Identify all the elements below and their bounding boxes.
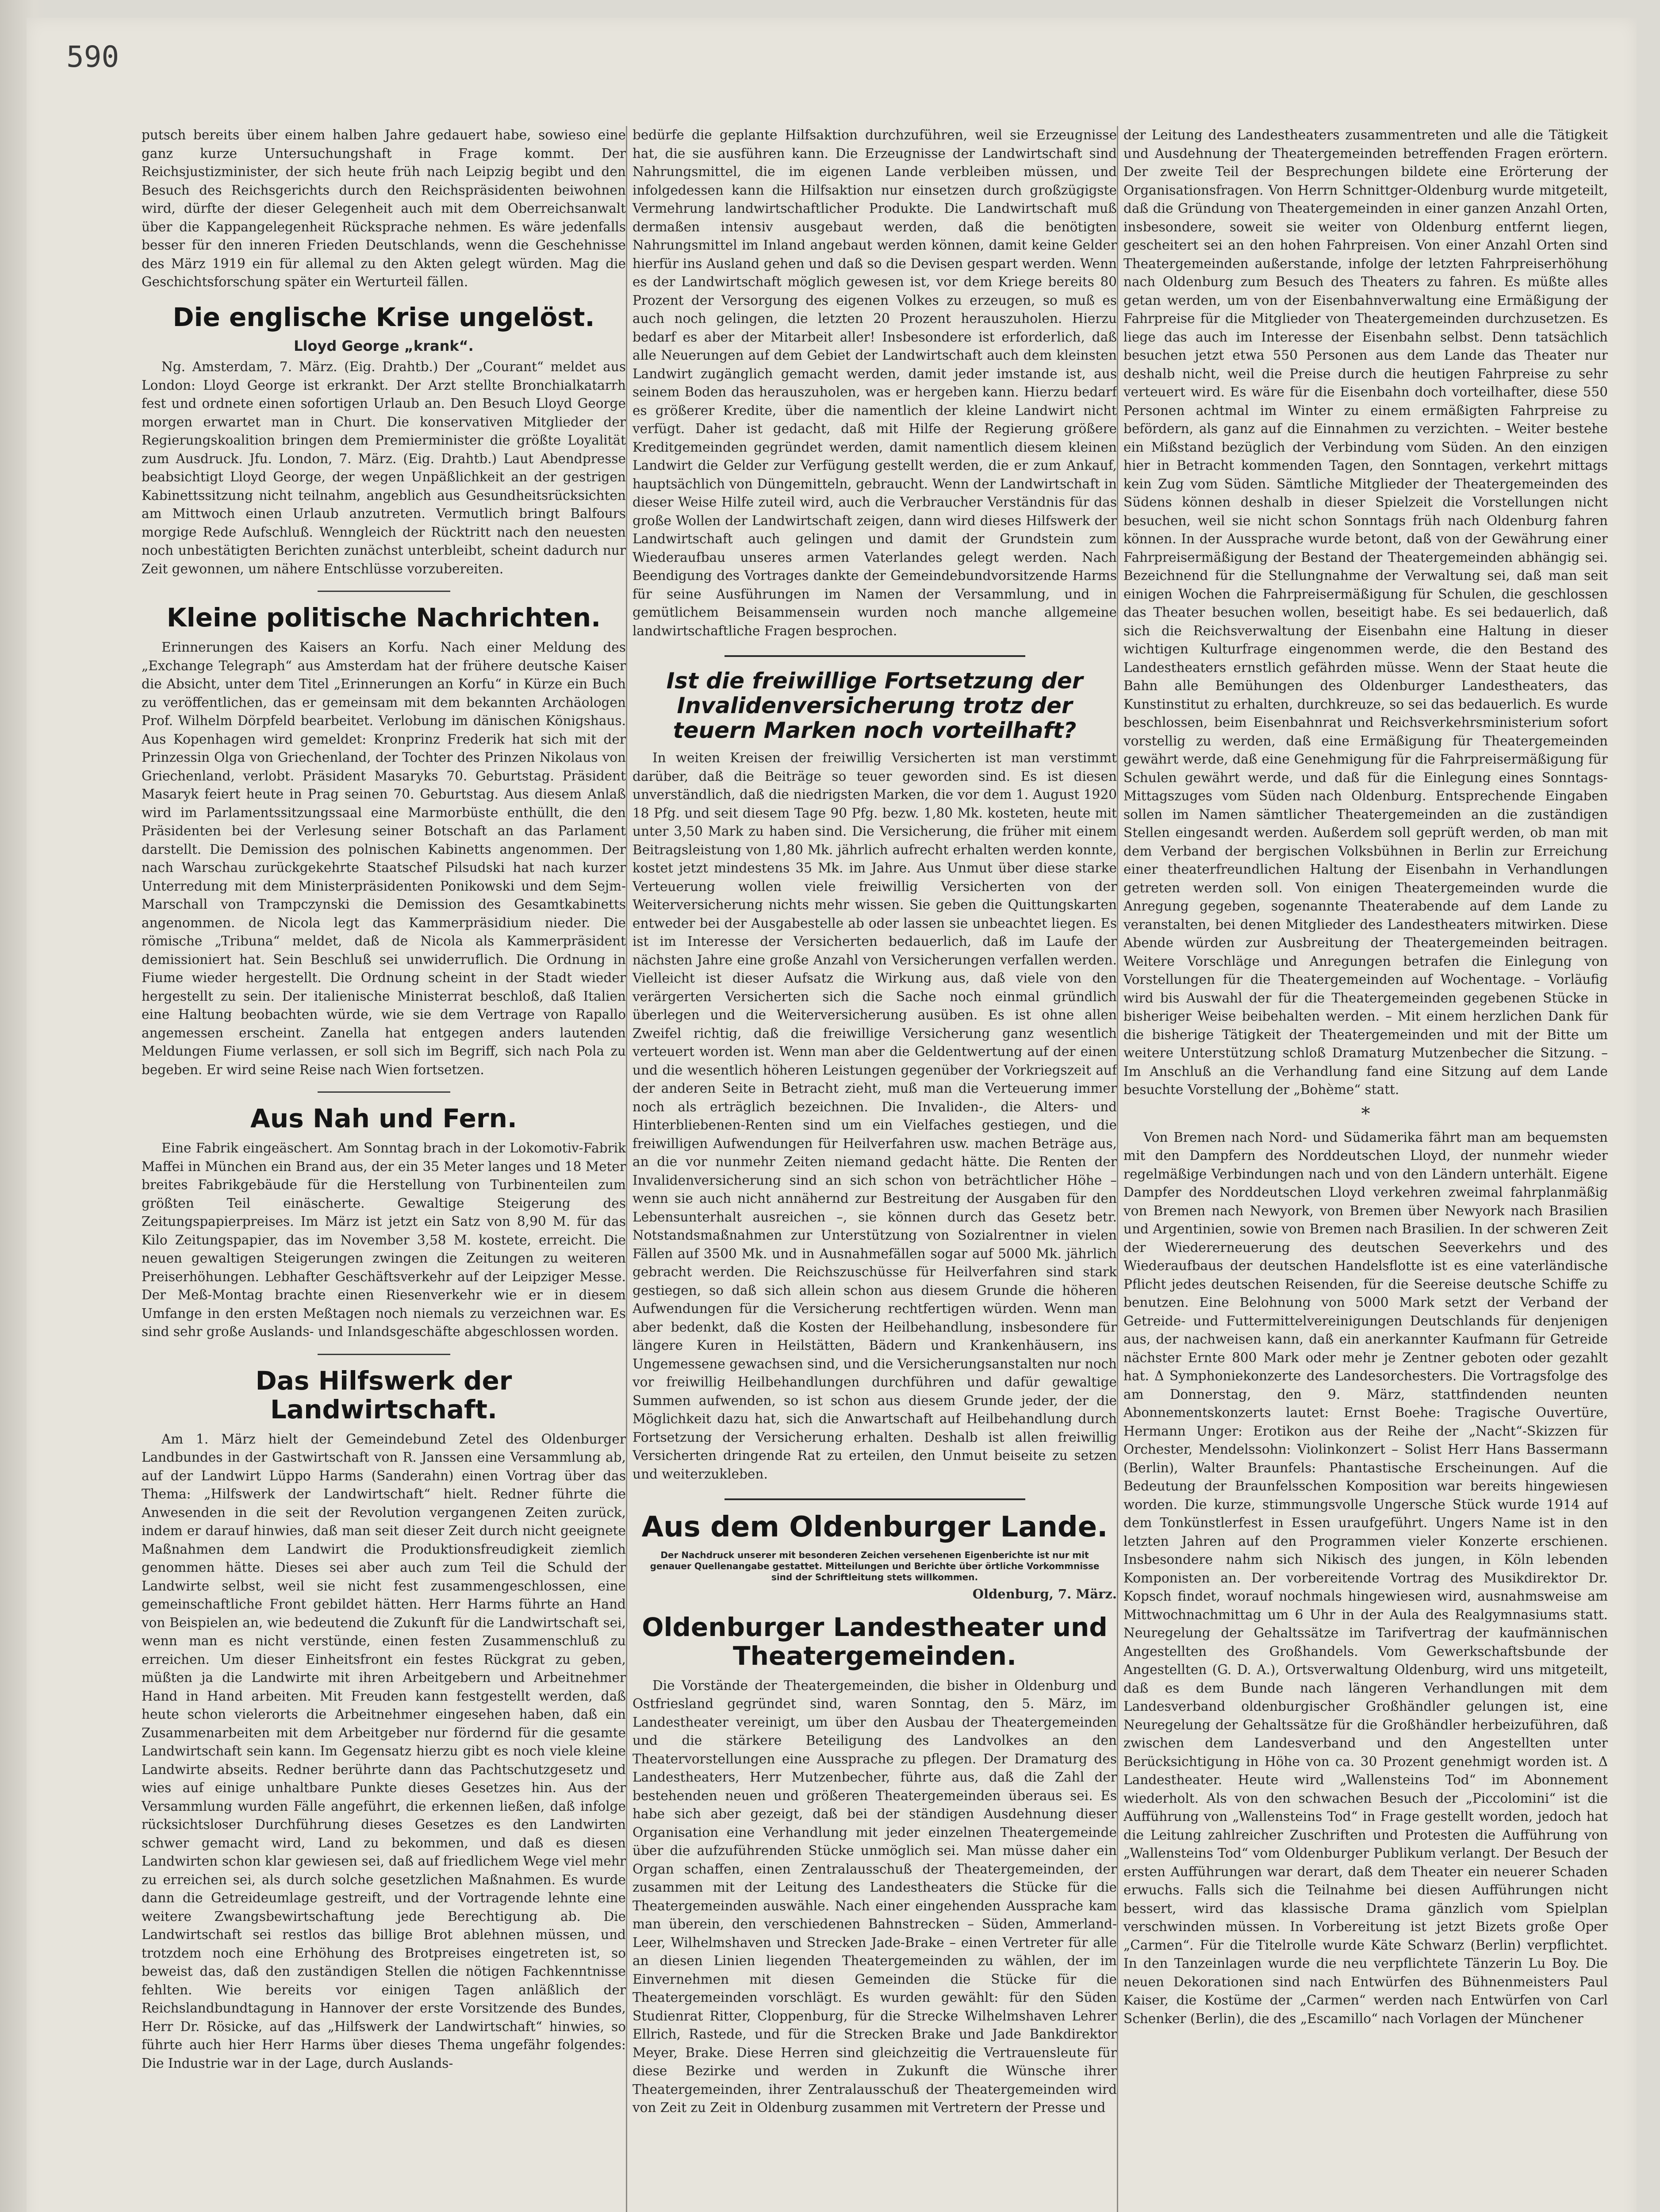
article-political-news <box>142 603 626 1079</box>
article-body: In weiten Kreisen der freiwillig Versicherten ist man verstimmt darüber, daß die Beiträge so teuer geworden sind. Es ist diesen unverständlich, daß die niedrigsten Marken, die vor dem 1. August 1920 18 Pfg. und seit diesem Tage 90 Pfg. bezw. 1,80 Mk. kosteten, heute mit unter 3,50 Mark zu haben sind. Die Versicherung, die früher mit einem Beitragsleistung von 1,80 Mk. jährlich aufrecht erhalten werden konnte, kostet jetzt mindestens 35 Mk. im Jahre. Aus Unmut über diese starke Verteuerung wollen viele freiwillig Versicherten von der Weiterversicherung nichts mehr wissen. Sie geben die Quittungskarten entweder bei der Ausgabestelle ab oder lassen sie unbeachtet liegen. Es ist im Interesse der Versicherten bedauerlich, daß im Laufe der nächsten Jahre eine große Anzahl von Versicherungen verfallen werden. Vielleicht ist dieser Aufsatz die Wirkung aus, daß viele von den verärgerten Versicherten sich die Sache noch einmal gründlich überlegen und die Weiterversicherung ausüben. Es ist ohne allen Zweifel richtig, daß die freiwillige Versicherung ganz wesentlich verteuert worden ist. Wenn man aber die Geldentwertung auf der einen und die wesentlich höheren Leistungen gegenüber der Vorkriegszeit auf der anderen Seite in Betracht zieht, muß man die Verteuerung immer noch als erträglich bezeichnen. Die Invaliden-, die Alters- und Hinterbliebenen-Renten sind um ein Vielfaches gestiegen, und die freiwilligen Aufwendungen für Heilverfahren usw. machen Beträge aus, an die vor nunmehr Zeiten niemand gedacht hätte. Die Renten der Invalidenversicherung sind an sich schon von beträchtlicher Höhe – wenn sie auch nicht annähernd zur Bestreitung der Ausgaben für den Lebensunterhalt ausreichen –, sie können durch das Gesetz betr. Notstandsmaßnahmen zur Unterstützung von Sozialrentner in vielen Fällen auf 3500 Mk. und in Ausnahmefällen sogar auf 5000 Mk. jährlich gebracht werden. Die Reichszuschüsse für Heilverfahren sind stark gestiegen, so daß sich allein schon aus diesem Grunde die höheren Aufwendungen für die Versicherung rechtfertigen würden. Wenn man aber bedenkt, daß die Kosten der Heilbehandlung, insbesondere für längere Kuren in Heilstätten, Bädern und Krankenhäusern, ins Ungemessene gewachsen sind, und die Versicherungsanstalten nur noch vor freiwillig Heilbehandlungen durchführen und dafür gewaltige Summen aufwenden, so ist schon aus diesem Grunde jeder, der die Möglichkeit dazu hat, sich die Anwartschaft auf Heilbehandlung durch Fortsetzung der Versicherung erhalten. Deshalb ist allen freiwillig Versicherten dringende Rat zu erteilen, den Unmut beiseite zu setzen und weiterzukleben. <box>633 750 1117 1482</box>
local-news-body: Von Bremen nach Nord- und Südamerika fährt man am bequemsten mit den Dampfern des Norddeutschen Lloyd, der nunmehr wieder regelmäßige Verbindungen nach und von den Ländern unterhält. Eigene Dampfer des Norddeutschen Lloyd verkehren zweimal fahrplanmäßig von Bremen nach Newyork, von Bremen über Newyork nach Brasilien und Argentinien, sowie von Bremen nach Brasilien. In der schweren Zeit der Wiedererneuerung des deutschen Seeverkehrs und des Wiederaufbaus der deutschen Handelsflotte ist es eine vaterländische Pflicht jedes deutschen Reisenden, für die Seereise deutsche Schiffe zu benutzen. Eine Belohnung von 5000 Mark setzt der Verband der Getreide- und Futtermittelvereinigungen Deutschlands für denjenigen aus, der nachweisen kann, daß ein anerkannter Kaufmann für Getreide nächster Ernte 800 Mark oder mehr je Zentner geboten oder gezahlt hat. Δ Symphoniekonzerte des Landesorchesters. Die Vortragsfolge des am Donnerstag, den 9. März, stattfindenden neunten Abonnementskonzerts lautet: Ernst Boehe: Tragische Ouvertüre, Hermann Unger: Erotikon aus der Reihe der „Nacht“-Skizzen für Orchester, Mendelssohn: Violinkonzert – Solist Herr Hans Bassermann (Berlin), Walter Braunfels: Phantastische Erscheinungen. Auf die Bedeutung der Braunfelsschen Komposition war bereits hingewiesen worden. Die kurze, stimmungsvolle Ungersche Stück wurde 1914 auf dem Tonkünstlerfest in Essen uraufgeführt. Ungers Name ist in den letzten Jahren auf den Programmen vieler Konzerte erschienen. Insbesondere nahm sich Nikisch des jungen, in Köln lebenden Komponisten an. Der vorbereitende Vortrag des Musikdirektor Dr. Kopsch findet, worauf nochmals hingewiesen wird, ausnahmsweise am Mittwochnachmittag um 6 Uhr in der Aula des Realgymnasiums statt. Neuregelung der Gehaltssätze im Tarifvertrag der kaufmännischen Angestellten des Großhandels. Vom Gewerkschaftsbunde der Angestellten (G. D. A.), Ortsverwaltung Oldenburg, wird uns mitgeteilt, daß es dem Bunde nach längeren Verhandlungen mit dem Landesverband oldenburgischer Großhändler gelungen ist, eine Neuregelung der Gehaltssätze für die Großhändler herbeizuführen, daß zwischen dem Landesverband und den Angestellten unter Berücksichtigung in Höhe von ca. 30 Prozent genehmigt worden ist. Δ Landestheater. Heute wird „Wallensteins Tod“ im Abonnement wiederholt. Als von den schwachen Besuch der „Piccolomini“ ist die Aufführung von „Wallensteins Tod“ in Frage gestellt worden, jedoch hat die Leitung zahlreicher Zuschriften und Protesten die Aufführung von „Wallensteins Tod“ vom Oldenburger Publikum verlangt. Der Besuch der ersten Aufführungen war derart, daß dem Theater ein neuerer Schaden erwuchs. Falls sich die Teilnahme bei diesen Aufführungen nicht bessert, wird das klassische Drama gänzlich vom Spielplan verschwinden müssen. In Vorbereitung ist jetzt Bizets große Oper „Carmen“. Für die Titelrolle wurde Käte Schwarz (Berlin) verpflichtet. In den Tanzeinlagen wurde die neu verpflichtete Tänzerin Lu Boy. Die neuen Dekorationen sind nach Entwürfen des Bühnenmeisters Paul Kaiser, die Kostüme der „Carmen“ werden nach Entwürfen von Carl Schenker (Berlin), die des „Escamillo“ nach Vorlagen der Münchener <box>1123 1129 1608 2026</box>
article-body: Die Vorstände der Theatergemeinden, die bisher in Oldenburg und Ostfriesland gegründet sind, waren Sonntag, den 5. März, im Landestheater vereinigt, um über den Ausbau der Theatergemeinden und die stärkere Beteiligung des Landvolkes an den Theatervorstellungen eine Aussprache zu pflegen. Der Dramaturg des Landestheaters, Herr Mutzenbecher, führte aus, daß die Zahl der bestehenden neuen und größeren Theatergemeinden überaus sei. Es habe sich aber gezeigt, daß bei der ständigen Ausdehnung dieser Organisation eine Verhandlung mit jeder einzelnen Theatergemeinde über die aufzuführenden Stücke unmöglich sei. Man müsse daher ein Organ schaffen, einen Zentralausschuß der Theatergemeinden, der zusammen mit der Leitung des Landestheaters die Stücke für die Theatergemeinden auswähle. Nach einer eingehenden Aussprache kam man überein, den verschiedenen Bahnstrecken – Süden, Ammerland-Leer, Wilhelmshaven und Strecken Jade-Brake – einen Vertreter für alle an diesen Linien liegenden Theatergemeinden zu wählen, der im Einvernehmen mit diesen Gemeinden die Stücke für die Theatergemeinden vorschlägt. Es wurden gewählt: für den Süden Studienrat Ritter, Cloppenburg, für die Strecke Wilhelmshaven Lehrer Ellrich, Rastede, und für die Strecken Brake und Jade Bankdirektor Meyer, Brake. Diese Herren sind gleichzeitig die Vertrauensleute für diese Bezirke und werden in Zukunft die Wünsche ihrer Theatergemeinden, ihrer Zentralausschuß der Theatergemeinden wird von Zeit zu Zeit in Oldenburg zusammen mit Vertretern der Presse und <box>633 1678 1117 2116</box>
separator <box>318 1091 450 1093</box>
section-oldenburg <box>633 1512 1117 2117</box>
section-headline: Aus dem Oldenburger Lande. <box>641 1511 1108 1544</box>
article-subhead: Lloyd George „krank“. <box>294 338 474 355</box>
column-divider <box>1117 126 1118 2212</box>
article-headline: Das Hilfswerk der Landwirtschaft. <box>255 1365 512 1425</box>
continued-text: bedürfe die geplante Hilfsaktion durchzuführen, weil sie Erzeugnisse hat, die sie ausführen kann. Die Erzeugnisse der Landwirtschaft sind Nahrungsmittel, die im eigenen Lande verbleiben müssen, und infolgedessen kann die Hilfsaktion nur einsetzen durch großzügigste Vermehrung landwirtschaftlicher Produkte. Die Landwirtschaft muß dermaßen intensiv ausgebaut werden, daß die benötigten Nahrungsmittel im Inland angebaut werden können, damit keine Gelder hierfür ins Ausland gehen und daß so die Devisen gespart werden. Wenn es der Landwirtschaft möglich gewesen ist, vor dem Kriege bereits 80 Prozent der Versorgung des eigenen Volkes zu erzeugen, so muß es auch noch gelingen, die letzten 20 Prozent herauszuholen. Hierzu bedarf es aber der Mitarbeit aller! Insbesondere ist erforderlich, daß alle Neuerungen auf dem Gebiet der Landwirtschaft auch dem kleinsten Landwirt zugänglich gemacht werden, damit jeder imstande ist, aus seinem Boden das herauszuholen, was er hergeben kann. Hierzu bedarf es größerer Kredite, über die namentlich der kleine Landwirt nicht verfügt. Daher ist gedacht, daß mit Hilfe der Regierung größere Kreditgemeinden gegründet werden, damit namentlich diesem kleinen Landwirt die Gelder zur Verfügung gestellt werden, die er zum Ankauf, hauptsächlich von Düngemitteln, gebraucht. Wenn der Landwirtschaft in dieser Weise Hilfe zuteil wird, auch die Verbraucher Verständnis für das große Wollen der Landwirtschaft zeigen, dann wird dieses Hilfswerk der Landwirtschaft auch gelingen und damit der Grundstein zum Wiederaufbau unseres armen Vaterlandes gelegt werden. Nach Beendigung des Vortrages dankte der Gemeindebundvorsitzende Harms für seine Ausführungen im Namen der Versammlung, und in gemütlichem Beisammensein wurden noch manche allgemeine landwirtschaftliche Fragen besprochen. <box>633 127 1117 638</box>
separator <box>318 591 450 592</box>
article-body: Am 1. März hielt der Gemeindebund Zetel des Oldenburger Landbundes in der Gastwirtschaft von R. Janssen eine Versammlung ab, auf der Landwirt Lüppo Harms (Sanderahn) einen Vortrag über das Thema: „Hilfswerk der Landwirtschaft“ hielt. Redner führte die Anwesenden in die seit der Revolution vergangenen Zeiten zurück, indem er darauf hinwies, daß man seit dieser Zeit durch nicht geeignete Maßnahmen dem Landwirt die Produktionsfreudigkeit ziemlich genommen hätte. Dieses sei aber auch zum Teil die Schuld der Landwirte selbst, weil sie nicht fest zusammengeschlossen, eine gemeinschaftliche Front gebildet hätten. Herr Harms führte an Hand von Beispielen an, wie bedeutend die Zukunft für die Landwirtschaft sei, wenn man es nicht verstünde, einen festen Zusammenschluß zu erreichen. Um dieser Einheitsfront ein festes Rückgrat zu geben, müßten ja die Landwirte mit ihren Arbeitgebern und Arbeitnehmer Hand in Hand arbeiten. Mit Freuden kann festgestellt werden, daß heute schon vielerorts die Arbeitnehmer eingesehen haben, daß ein Zusammenarbeiten mit dem Arbeitgeber nur fördernd für die gesamte Landwirtschaft sein kann. Im Gegensatz hierzu gibt es noch viele kleine Landwirte abseits. Redner berührte dann das Pachtschutzgesetz und wies auf einige unhaltbare Punkte dieses Gesetzes hin. Aus der Versammlung wurden Fälle angeführt, die erkennen ließen, daß infolge rücksichtsloser Durchführung dieses Gesetzes es den Landwirten schwer gemacht wird, Land zu bekommen, und daß es diesen Landwirten schon klar gewiesen sei, daß auf friedlichem Wege viel mehr zu erreichen sei, als durch solche gesetzlichen Maßnahmen. Es wurde dann die Getreideumlage gestreift, und der Vortragende lehnte eine weitere Zwangsbewirtschaftung jede Berechtigung ab. Die Landwirtschaft sei restlos das billige Brot ablehnen müssen, und trotzdem noch eine Erhöhung des Brotpreises eingetreten ist, so beweist das, daß den zuständigen Stellen die nötigen Fachkenntnisse fehlten. Wie bereits vor einigen Tagen anläßlich der Reichslandbundtagung in Hannover der erste Vorsitzende des Bundes, Herr Dr. Rösicke, auf das „Hilfswerk der Landwirtschaft“ hinwies, so führte auch hier Herr Harms über dieses Thema ungefähr folgendes: Die Industrie war in der Lage, durch Auslands- <box>142 1431 626 2071</box>
article-near-and-far <box>142 1104 626 1341</box>
dateline: Oldenburg, 7. März. <box>972 1586 1117 1601</box>
article-headline: Oldenburger Landestheater und Theatergemeinden. <box>642 1612 1108 1671</box>
article-headline: Ist die freiwillige Fortsetzung der Invalidenversicherung trotz der teuern Marken noch vorteilhaft? <box>666 668 1083 743</box>
article-body: Ng. Amsterdam, 7. März. (Eig. Drahtb.) Der „Courant“ meldet aus London: Lloyd George ist erkrankt. Der Arzt stellte Bronchialkatarrh fest und ordnete einen sofortigen Urlaub an. Den Besuch Lloyd George morgen erwartet man in Churt. Die konservativen Mitglieder der Regierungskoalition bringen dem Premierminister die größte Loyalität zum Ausdruck. Jfu. London, 7. März. (Eig. Drahtb.) Laut Abendpresse beabsichtigt Lloyd George, der wegen Unpäßlichkeit an der gestrigen Kabinettssitzung nicht teilnahm, angeblich aus Gesundheitsrücksichten am Mittwoch einen Urlaub anzutreten. Vermutlich bringt Balfours morgige Rede Aufschluß. Wenngleich der Rücktritt nach den neuesten noch unbestätigten Berichten zunächst unterbleibt, scheint dadurch nur Zeit gewonnen, um nähere Entschlüsse vorzubereiten. <box>142 359 626 576</box>
separator <box>725 1498 1025 1500</box>
column-divider <box>626 126 627 2212</box>
separator <box>318 1354 450 1355</box>
article-invalid-insurance <box>633 668 1117 1483</box>
column-right <box>1123 126 1608 2212</box>
continued-text: der Leitung des Landestheaters zusammentreten und alle die Tätigkeit und Ausdehnung der Theatergemeinden betreffenden Fragen erörtern. Der zweite Teil der Besprechungen bildete eine Erörterung der Organisationsfragen. Von Herrn Schnittger-Oldenburg wurde mitgeteilt, daß die Gründung von Theatergemeinden in einer ganzen Anzahl Orten, insbesondere, soweit sie weiter von Oldenburg entfernt liegen, gescheitert sei an den hohen Fahrpreisen. Von einer Anzahl Orten sind Theatergemeinden außerstande, infolge der letzten Fahrpreiserhöhung nach Oldenburg zum Besuch des Theaters zu fahren. Es müßte alles getan werden, um von der Eisenbahnverwaltung eine Ermäßigung der Fahrpreise für die Mitglieder von Theatergemeinden durchzusetzen. Es liege das auch im Interesse der Eisenbahn selbst. Denn tatsächlich besuchen jetzt etwa 550 Personen aus dem Lande das Theater nur deshalb nicht, weil die Preise durch die heutigen Fahrpreise zu sehr verteuert wird. Es wäre für die Eisenbahn doch vorteilhafter, diese 550 Personen achtmal im Winter zu einem ermäßigten Fahrpreise zu befördern, als ganz auf die Einnahmen zu verzichten. – Weiter bestehe ein Mißstand bezüglich der Verbindung vom Süden. An den einzigen hier in Betracht kommenden Tagen, den Sonntagen, verkehrt mittags kein Zug vom Süden. Sämtliche Mitglieder der Theatergemeinden des Südens können deshalb in dieser Spielzeit die Vorstellungen nicht besuchen, weil sie nicht schon Sonntags früh nach Oldenburg fahren können. In der Aussprache wurde betont, daß von der Gewährung einer Fahrpreisermäßigung der Bestand der Theatergemeinden abhängig sei. Bezeichnend für die Stellungnahme der Verwaltung sei, daß man seit einigen Wochen die Fahrpreisermäßigung für Schulen, die geschlossen das Theater besuchen wollen, beseitigt habe. Es sei bedauerlich, daß sich die Reichsverwaltung der Eisenbahn eine Haltung in dieser wichtigen Kulturfrage eingenommen werde, die den Bestand des Landestheaters ernstlich gefährden müsse. Wenn der Staat heute die Bahn alle Bemühungen des Oldenburger Landestheaters, das Kunstinstitut zu erhalten, durchkreuze, so sei das bedauerlich. Es wurde beschlossen, beim Eisenbahnrat und Reichsverkehrsministerium sofort vorstellig zu werden, daß eine Ermäßigung für Theatergemeinden gewährt werde, daß eine Genehmigung für die Fahrpreisermäßigung für Schulen gewährt werde, und daß für die Einlegung eines Sonntags-Mittagszuges vom Süden nach Oldenburg. Entsprechende Eingaben sollen im Namen sämtlicher Theatergemeinden an die zuständigen Stellen eingesandt werden. Außerdem soll geprüft werden, ob man mit dem Verband der bergischen Volksbühnen in Berlin zur Erreichung einer theaterfreundlichen Haltung der Eisenbahn in Verhandlungen getreten werden soll. Von einigen Theatergemeinden wurde die Anregung gegeben, sogenannte Theaterabende auf dem Lande zu veranstalten, bei denen Mitglieder des Landestheaters mitwirken. Diese Abende würden zur Ausbreitung der Theatergemeinden beitragen. Weitere Vorschläge und Anregungen betrafen die Einlegung von Vorstellungen für die Theatergemeinden auf Wochentage. – Vorläufig wird bis Auswahl der für die Theatergemeinden gegebenen Stücke in bisheriger Weise beibehalten werden. – Mit einem herzlichen Dank für die bisherige Tätigkeit der Theatergemeinden und mit der Bitte um weitere Unterstützung schloß Dramaturg Mutzenbecher die Sitzung. – Im Anschluß an die Verhandlung fand eine Sitzung auf dem Lande besuchte Vorstellung der „Bohème“ statt. <box>1123 127 1608 1097</box>
article-headline: Die englische Krise ungelöst. <box>173 302 595 332</box>
article-body: Erinnerungen des Kaisers an Korfu. Nach einer Meldung des „Exchange Telegraph“ aus Amsterdam hat der frühere deutsche Kaiser die Absicht, unter dem Titel „Erinnerungen an Korfu“ in Kürze ein Buch zu veröffentlichen, das er gemeinsam mit dem bekannten Archäologen Prof. Wilhelm Dörpfeld bearbeitet. Verlobung im dänischen Königshaus. Aus Kopenhagen wird gemeldet: Kronprinz Frederik hat sich mit der Prinzessin Olga von Griechenland, der Tochter des Prinzen Nikolaus von Griechenland, verlobt. Präsident Masaryks 70. Geburtstag. Präsident Masaryk feiert heute in Prag seinen 70. Geburtstag. Aus diesem Anlaß wird im Parlamentssitzungssaal eine Marmorbüste enthüllt, die den Präsidenten bei der Verlesung seiner Botschaft an das Parlament darstellt. Die Demission des polnischen Kabinetts angenommen. Der nach Warschau zurückgekehrte Staatschef Pilsudski hat nach kurzer Unterredung mit dem Ministerpräsidenten Ponikowski und dem Sejm-Marschall von Trampczynski die Demission des Gesamtkabinetts angenommen. de Nicola legt das Kammerpräsidium nieder. Die römische „Tribuna“ meldet, daß de Nicola als Kammerpräsident demissioniert hat. Sein Beschluß sei unwiderruflich. Die Ordnung in Fiume wieder hergestellt. Die Ordnung scheint in der Stadt wieder hergestellt zu sein. Der italienische Ministerrat beschloß, daß Italien eine Haltung beobachten würde, wie sie dem Vertrage von Rapallo angemessen erscheint. Zanella hat entgegen anders lautenden Meldungen Fiume verlassen, er soll sich im Begriff, sich nach Pola zu begeben. Er wird seine Reise nach Wien fortsetzen. <box>142 640 626 1077</box>
article-agriculture-aid <box>142 1367 626 2073</box>
column-middle <box>633 126 1117 2212</box>
continued-text: putsch bereits über einem halben Jahre gedauert habe, sowieso eine ganz kurze Untersuchungshaft in Frage kommt. Der Reichsjustizminister, der sich heute früh nach Leipzig begibt und den Besuch des Reichsgerichts durch den Reichspräsidenten beiwohnen wird, dürfte der dieser Gelegenheit auch mit dem Oberreichsanwalt über die Kappangelegenheit Rücksprache nehmen. Es wäre jedenfalls besser für den inneren Frieden Deutschlands, wenn die Geschehnisse des März 1919 ein für allemal zu den Akten gelegt würden. Mag die Geschichtsforschung später ein Werturteil fällen. <box>142 127 626 289</box>
separator <box>725 655 1025 657</box>
article-headline: Kleine politische Nachrichten. <box>166 603 601 633</box>
article-headline: Aus Nah und Fern. <box>250 1103 517 1134</box>
page-number: 590 <box>66 40 119 74</box>
section-star: * <box>1361 1103 1370 1124</box>
article-english-crisis <box>142 303 626 579</box>
column-left <box>142 126 626 2212</box>
reprint-notice: Der Nachdruck unserer mit besonderen Zeichen versehenen Eigenberichte ist nur mit genauer Quellenangabe gestattet. Mitteilungen und Berichte über örtliche Vorkommnisse sind der Schriftleitung stets willkommen. <box>650 1549 1100 1582</box>
article-body: Eine Fabrik eingeäschert. Am Sonntag brach in der Lokomotiv-Fabrik Maffei in München ein Brand aus, der ein 35 Meter langes und 18 Meter breites Fabrikgebäude für die Herstellung von Turbinenteilen zum größten Teil einäscherte. Gewaltige Steigerung des Zeitungspapierpreises. Im März ist jetzt ein Satz von 8,90 M. für das Kilo Zeitungspapier, das im November 3,58 M. kostete, erreicht. Die neuen gewaltigen Steigerungen zwingen die Zeitungen zu weiteren Preiserhöhungen. Lebhafter Geschäftsverkehr auf der Leipziger Messe. Der Meß-Montag brachte einen Riesenverkehr wie er in diesem Umfange in den ersten Meßtagen noch niemals zu verzeichnen war. Es sind sehr große Auslands- und Inlandsgeschäfte abgeschlossen worden. <box>142 1141 626 1340</box>
